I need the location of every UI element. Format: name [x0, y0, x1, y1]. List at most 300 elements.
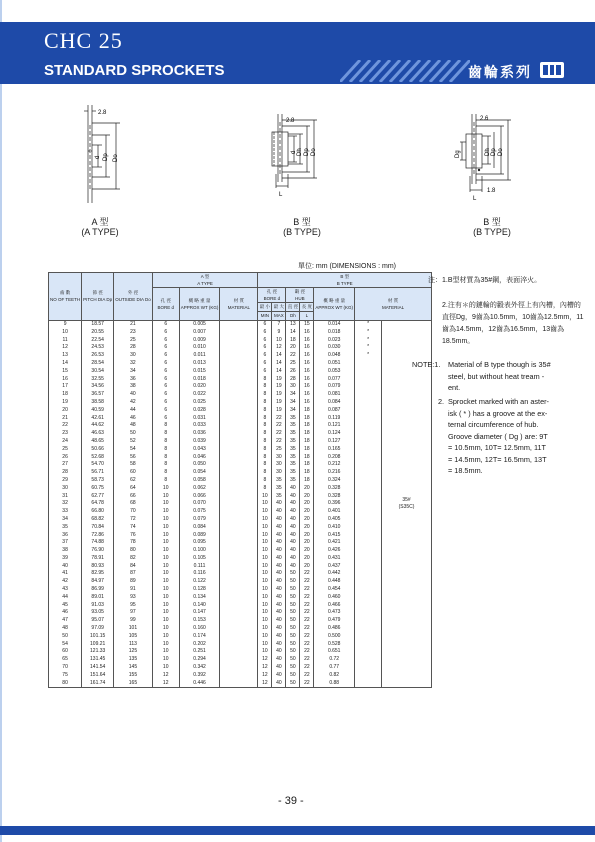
table-cell: 64	[114, 484, 153, 492]
table-body	[49, 320, 432, 687]
table-cell: 18	[300, 422, 314, 430]
table-cell: 40	[272, 586, 286, 594]
table-cell: 0.058	[179, 477, 220, 485]
groove-marker-cell	[355, 671, 382, 679]
table-cell: 22	[300, 648, 314, 656]
table-cell: 40	[49, 562, 82, 570]
table-cell: 0.048	[314, 352, 355, 360]
page-header	[0, 22, 595, 84]
table-cell: 40	[272, 500, 286, 508]
table-cell: 18	[300, 453, 314, 461]
table-cell: 0.426	[314, 547, 355, 555]
table-cell: 28.54	[82, 360, 114, 368]
table-cell: 0.089	[179, 531, 220, 539]
table-cell: 6	[152, 414, 179, 422]
table-cell: 40	[272, 562, 286, 570]
table-cell: 50	[286, 586, 300, 594]
table-cell: 40	[272, 617, 286, 625]
table-cell: 76.90	[82, 547, 114, 555]
groove-marker-cell	[355, 562, 382, 570]
table-cell: 40	[272, 523, 286, 531]
table-cell: 35	[286, 422, 300, 430]
table-cell: 14	[272, 360, 286, 368]
col-bore-min-en: MIN	[258, 311, 272, 320]
table-cell: 22	[300, 578, 314, 586]
groove-marker-cell	[355, 516, 382, 524]
table-cell: 6	[258, 320, 272, 328]
table-cell: 0.014	[314, 320, 355, 328]
table-cell: 41	[49, 570, 82, 578]
table-cell: 50	[286, 570, 300, 578]
table-cell: 0.018	[314, 328, 355, 336]
groove-marker-cell	[355, 625, 382, 633]
table-cell: 40.59	[82, 406, 114, 414]
table-cell: 50.66	[82, 445, 114, 453]
table-cell: 62.77	[82, 492, 114, 500]
groove-marker-cell	[355, 422, 382, 430]
table-cell: 50	[286, 617, 300, 625]
dim-label: Dh	[485, 148, 491, 156]
table-cell: 14	[272, 352, 286, 360]
table-cell: 48	[114, 422, 153, 430]
table-cell: 8	[152, 438, 179, 446]
asterisk-marker	[478, 169, 480, 171]
table-cell: 10	[258, 500, 272, 508]
groove-marker-cell	[355, 578, 382, 586]
table-cell: 45	[49, 601, 82, 609]
table-cell: 28	[286, 375, 300, 383]
table-cell: 8	[258, 477, 272, 485]
table-cell: 21	[114, 320, 153, 328]
groove-marker-cell	[355, 648, 382, 656]
table-cell: 135	[114, 656, 153, 664]
table-cell: 8	[258, 391, 272, 399]
table-cell: 6	[152, 320, 179, 328]
table-cell: 0.174	[179, 632, 220, 640]
table-cell: 10	[152, 640, 179, 648]
note-en-1-line: Material of B type though is 35#	[448, 360, 551, 369]
table-cell: 37	[49, 539, 82, 547]
table-cell: 12	[258, 671, 272, 679]
table-cell: 42.61	[82, 414, 114, 422]
table-cell: 20	[300, 484, 314, 492]
table-cell: 0.500	[314, 632, 355, 640]
table-cell: 40	[272, 632, 286, 640]
table-cell: 0.160	[179, 625, 220, 633]
col-hub-len-en: L	[300, 311, 314, 320]
table-cell: 50	[286, 648, 300, 656]
table-cell: 40	[272, 578, 286, 586]
table-cell: 12	[258, 664, 272, 672]
table-cell: 42	[114, 399, 153, 407]
note-en-label: NOTE:1.	[412, 360, 441, 369]
table-cell: 10	[152, 492, 179, 500]
table-cell: 16	[300, 391, 314, 399]
table-cell: 58	[114, 461, 153, 469]
table-cell: 50	[49, 632, 82, 640]
table-cell: 6	[152, 391, 179, 399]
table-cell: 87	[114, 570, 153, 578]
table-cell: 40	[272, 640, 286, 648]
table-cell: 0.486	[314, 625, 355, 633]
table-cell: 11	[49, 336, 82, 344]
table-cell: 0.018	[179, 375, 220, 383]
table-cell: 34	[286, 391, 300, 399]
groove-marker-cell	[355, 367, 382, 375]
table-cell: 97	[114, 609, 153, 617]
table-cell: 0.479	[314, 617, 355, 625]
table-cell: 22	[300, 593, 314, 601]
caption-b2	[452, 217, 532, 237]
table-cell: 6	[258, 360, 272, 368]
table-cell: 17	[49, 383, 82, 391]
table-cell: 50	[286, 640, 300, 648]
table-cell: 78	[114, 539, 153, 547]
table-cell: 18	[300, 438, 314, 446]
table-cell: 0.116	[179, 570, 220, 578]
groove-marker-cell	[355, 531, 382, 539]
caption-a-en: (A TYPE)	[81, 227, 119, 237]
table-cell: 40	[272, 625, 286, 633]
table-cell: 22	[300, 609, 314, 617]
groove-marker-cell	[355, 391, 382, 399]
table-cell: 22.54	[82, 336, 114, 344]
groove-marker-cell	[355, 399, 382, 407]
table-cell: 0.105	[179, 555, 220, 563]
table-cell: 30.54	[82, 367, 114, 375]
table-cell: 19	[272, 399, 286, 407]
table-cell: 26	[286, 367, 300, 375]
table-cell: 6	[152, 328, 179, 336]
table-cell: 44	[114, 406, 153, 414]
table-cell: 10	[258, 555, 272, 563]
table-cell: 10	[258, 516, 272, 524]
groove-marker-cell	[355, 609, 382, 617]
groove-marker-cell	[355, 640, 382, 648]
table-cell: 0.009	[179, 336, 220, 344]
col-bore-a: 孔 徑 BORE d	[152, 288, 179, 321]
dim-label: Dp	[103, 153, 109, 161]
table-cell: 22	[49, 422, 82, 430]
col-bore-max-en: MAX	[272, 311, 286, 320]
table-cell: 60	[49, 648, 82, 656]
caption-a	[60, 217, 140, 237]
table-cell: 0.075	[179, 508, 220, 516]
table-cell: 145	[114, 664, 153, 672]
material-a-cell	[220, 320, 258, 687]
table-cell: 34	[286, 399, 300, 407]
table-cell: 8	[152, 445, 179, 453]
material-b-cell	[382, 320, 432, 687]
table-cell: 35	[286, 430, 300, 438]
table-cell: 10	[152, 562, 179, 570]
table-cell: 40	[286, 484, 300, 492]
table-cell: 12	[49, 344, 82, 352]
table-cell: 10	[152, 523, 179, 531]
table-cell: 50	[286, 609, 300, 617]
table-cell: 32.55	[82, 375, 114, 383]
table-cell: 0.084	[179, 523, 220, 531]
table-cell: 9	[272, 328, 286, 336]
groove-marker-cell: *	[355, 328, 382, 336]
table-cell: 50	[286, 593, 300, 601]
table-cell: 50	[114, 430, 153, 438]
table-cell: 19	[272, 391, 286, 399]
table-cell: 56	[114, 453, 153, 461]
table-cell: 161.74	[82, 679, 114, 687]
table-cell: 0.410	[314, 523, 355, 531]
dim-label: Dp	[491, 148, 497, 156]
table-cell: 48.65	[82, 438, 114, 446]
table-cell: 50	[286, 625, 300, 633]
note-en-2-line: ternal circumference of hub.	[448, 420, 539, 429]
table-cell: 10	[152, 593, 179, 601]
table-cell: 35	[286, 414, 300, 422]
table-cell: 0.031	[179, 414, 220, 422]
table-cell: 6	[152, 336, 179, 344]
table-cell: 30	[286, 383, 300, 391]
material-value-alt: (S35C)	[398, 503, 415, 510]
table-cell: 54	[49, 640, 82, 648]
table-cell: 0.216	[314, 469, 355, 477]
table-cell: 93	[114, 593, 153, 601]
table-cell: 0.251	[179, 648, 220, 656]
table-cell: 10	[152, 531, 179, 539]
table-cell: 35	[49, 523, 82, 531]
table-cell: 6	[152, 352, 179, 360]
table-cell: 10	[152, 539, 179, 547]
table-cell: 0.147	[179, 609, 220, 617]
table-cell: 50	[286, 632, 300, 640]
table-cell: 12	[152, 671, 179, 679]
groove-marker-cell: *	[355, 336, 382, 344]
table-cell: 22	[300, 586, 314, 594]
table-cell: 29	[49, 477, 82, 485]
dim-label: 2.8	[286, 118, 295, 124]
groove-marker-cell	[355, 523, 382, 531]
table-cell: 34	[114, 367, 153, 375]
table-cell: 40	[272, 679, 286, 687]
table-cell: 35	[272, 484, 286, 492]
table-cell: 8	[258, 461, 272, 469]
table-cell: 40	[286, 523, 300, 531]
table-cell: 38	[114, 383, 153, 391]
dim-label: Do	[311, 148, 317, 156]
table-cell: 35	[286, 461, 300, 469]
note-en-2-line: = 10.5mm, 10T= 12.5mm, 11T	[448, 443, 547, 452]
table-cell: 18	[300, 430, 314, 438]
category-title-cn: 齒輪系列	[468, 64, 532, 80]
note-en-2-line: Sprocket marked with an aster-	[448, 397, 549, 406]
page-edge	[0, 0, 2, 842]
table-cell: 50	[286, 664, 300, 672]
table-cell: 50	[286, 671, 300, 679]
table-cell: 0.015	[179, 367, 220, 375]
table-cell: 10	[258, 523, 272, 531]
dim-label: L	[473, 196, 477, 202]
table-cell: 18.57	[82, 320, 114, 328]
table-cell: 0.202	[179, 640, 220, 648]
table-cell: 65	[49, 656, 82, 664]
table-cell: 0.437	[314, 562, 355, 570]
groove-marker-cell	[355, 484, 382, 492]
table-cell: 22	[300, 601, 314, 609]
table-cell: 20	[286, 344, 300, 352]
table-cell: 165	[114, 679, 153, 687]
table-cell: 22	[300, 625, 314, 633]
table-cell: 10	[258, 570, 272, 578]
table-cell: 0.208	[314, 453, 355, 461]
dim-label: Dp	[304, 148, 310, 156]
table-cell: 8	[258, 399, 272, 407]
table-cell: 64.78	[82, 500, 114, 508]
table-cell: 6	[152, 383, 179, 391]
table-cell: 0.084	[314, 399, 355, 407]
table-cell: 52.68	[82, 453, 114, 461]
table-cell: 10	[258, 531, 272, 539]
table-cell: 24	[49, 438, 82, 446]
table-cell: 74	[114, 523, 153, 531]
table-cell: 6	[152, 344, 179, 352]
table-cell: 20	[300, 516, 314, 524]
table-cell: 101.15	[82, 632, 114, 640]
col-hub-dia-en: Dh	[286, 311, 300, 320]
table-cell: 6	[258, 336, 272, 344]
dim-label: d	[95, 155, 101, 159]
page-subtitle: STANDARD SPROCKETS	[44, 62, 225, 79]
table-cell: 54	[114, 445, 153, 453]
table-cell: 18	[300, 477, 314, 485]
table-cell: 10	[258, 508, 272, 516]
note-cn-2: 2.注有＊的鏈輪的轂表外徑上有內槽，內槽的直徑Dg，9齒為10.5mm，10齒為12.5mm，11齒為14.5mm，12齒為16.5mm，13齒為18.5mm。	[442, 302, 584, 345]
table-cell: 0.401	[314, 508, 355, 516]
table-cell: 80.93	[82, 562, 114, 570]
table-cell: 20	[300, 547, 314, 555]
table-cell: 0.651	[314, 648, 355, 656]
table-cell: 20	[300, 523, 314, 531]
table-cell: 19	[272, 406, 286, 414]
caption-b1-en: (B TYPE)	[283, 227, 321, 237]
table-cell: 10	[152, 586, 179, 594]
note-en-2-line: = 18.5mm.	[448, 466, 483, 475]
table-cell: 30	[272, 461, 286, 469]
table-cell: 72.86	[82, 531, 114, 539]
table-cell: 58.73	[82, 477, 114, 485]
table-cell: 0.100	[179, 547, 220, 555]
table-cell: 22	[272, 414, 286, 422]
table-cell: 19	[272, 375, 286, 383]
table-cell: 20.55	[82, 328, 114, 336]
table-cell: 22	[272, 438, 286, 446]
table-cell: 6	[152, 367, 179, 375]
table-cell: 28	[114, 344, 153, 352]
table-cell: 0.111	[179, 562, 220, 570]
table-cell: 10	[258, 609, 272, 617]
table-cell: 10	[152, 617, 179, 625]
table-cell: 10	[152, 516, 179, 524]
table-cell: 43	[49, 586, 82, 594]
material-value: 35#	[402, 496, 411, 503]
table-cell: 89	[114, 578, 153, 586]
col-bore-b: 孔 徑 BORE d	[258, 288, 286, 303]
table-cell: 0.033	[179, 422, 220, 430]
table-cell: 22	[286, 352, 300, 360]
dim-label: Do	[113, 154, 119, 162]
table-cell: 0.528	[314, 640, 355, 648]
col-pitch: 節 徑 PITCH DIA Dp	[82, 273, 114, 321]
table-cell: 10	[152, 648, 179, 656]
table-cell: 99	[114, 617, 153, 625]
table-cell: 18	[300, 445, 314, 453]
table-cell: 18	[300, 461, 314, 469]
table-cell: 72	[114, 516, 153, 524]
groove-marker-cell	[355, 547, 382, 555]
table-cell: 14	[286, 328, 300, 336]
table-cell: 82.95	[82, 570, 114, 578]
table-cell: 20	[300, 539, 314, 547]
table-cell: 10	[258, 617, 272, 625]
note-en-1	[448, 359, 590, 394]
table-cell: 0.023	[314, 336, 355, 344]
table-cell: 20	[300, 508, 314, 516]
table-cell: 10	[152, 656, 179, 664]
table-cell: 6	[258, 367, 272, 375]
groove-marker-cell	[355, 570, 382, 578]
table-cell: 40	[272, 539, 286, 547]
table-row	[49, 320, 432, 328]
groove-marker-cell	[355, 656, 382, 664]
table-cell: 6	[152, 399, 179, 407]
table-cell: 0.342	[179, 664, 220, 672]
groove-marker-cell	[355, 461, 382, 469]
table-cell: 10	[258, 547, 272, 555]
table-cell: 151.64	[82, 671, 114, 679]
table-cell: 91	[114, 586, 153, 594]
table-cell: 68	[114, 500, 153, 508]
page-title: CHC 25	[44, 28, 123, 53]
table-cell: 10	[258, 562, 272, 570]
group-a-type: A 型 A TYPE	[152, 273, 258, 288]
table-cell: 26.53	[82, 352, 114, 360]
note-cn-1: 注：1.B型材質為35#鋼，表面淬火。	[428, 277, 542, 284]
groove-marker-cell	[355, 438, 382, 446]
table-cell: 22	[300, 671, 314, 679]
table-cell: 89.01	[82, 593, 114, 601]
groove-marker-cell	[355, 406, 382, 414]
col-weight-a: 概 略 重 量 APPROX WT (KG)	[179, 288, 220, 321]
table-cell: 93.05	[82, 609, 114, 617]
table-cell: 10	[258, 586, 272, 594]
table-cell: 76	[114, 531, 153, 539]
table-cell: 42	[49, 578, 82, 586]
group-b-type: B 型 B TYPE	[258, 273, 432, 288]
table-cell: 47	[49, 617, 82, 625]
groove-marker-cell	[355, 383, 382, 391]
table-cell: 30	[272, 453, 286, 461]
table-cell: 0.128	[179, 586, 220, 594]
table-cell: 0.079	[314, 383, 355, 391]
table-cell: 109.21	[82, 640, 114, 648]
table-cell: 62	[114, 477, 153, 485]
table-cell: 78.91	[82, 555, 114, 563]
table-cell: 18	[300, 469, 314, 477]
table-cell: 6	[258, 344, 272, 352]
table-cell: 26	[49, 453, 82, 461]
table-cell: 0.165	[314, 445, 355, 453]
table-cell: 22	[300, 656, 314, 664]
note-en-2-line: Groove diameter ( Dg ) are: 9T	[448, 431, 548, 441]
table-cell: 16	[300, 375, 314, 383]
